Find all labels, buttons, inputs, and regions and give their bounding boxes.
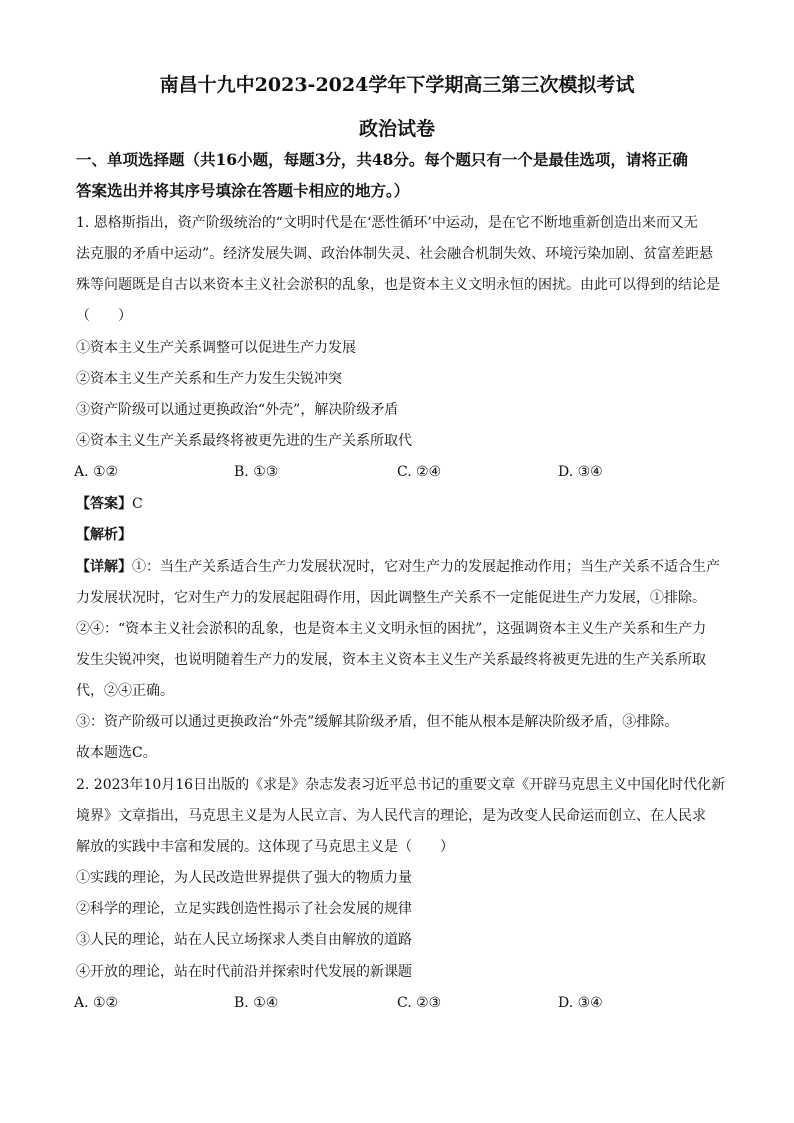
q1-stem-line-3: 殊等问题既是自古以来资本主义社会淤积的乱象，也是资本主义文明永恒的困扰。由此可以得到的结论是 — [76, 277, 720, 293]
q1-stem-line-2: 法克服的矛盾中运动”。经济发展失调、政治体制失灵、社会融合机制失效、环境污染加剧、贫富差距悬 — [76, 246, 714, 262]
detail-text: ①：当生产关系适合生产力发展状况时，它对生产力的发展起推动作用；当生产关系不适合生产 — [132, 559, 720, 575]
q1-answer — [76, 494, 143, 514]
q2-option-a: A. ①② — [74, 995, 119, 1011]
q1-option-d: D. ③④ — [558, 464, 603, 480]
q1-detail-line-4: 发生尖锐冲突，也说明随着生产力的发展，资本主义资本主义生产关系最终将被更先进的生产关系所取 — [76, 652, 706, 668]
q1-detail-line-3: ②④：“资本主义社会淤积的乱象，也是资本主义文明永恒的困扰”，这强调资本主义生产关系和生产力 — [76, 621, 707, 637]
detail-label: 【详解】 — [76, 559, 132, 575]
q1-detail-line-7: 故本题选C。 — [76, 745, 157, 761]
exam-title: 南昌十九中2023-2024学年下学期高三第三次模拟考试 — [159, 74, 635, 96]
q2-option-b: B. ①④ — [234, 995, 279, 1011]
q2-stem-line-1: 2. 2023年10月16日出版的《求是》杂志发表习近平总书记的重要文章《开辟马克思主义中国化时代化新 — [76, 777, 726, 793]
q2-item-2: ②科学的理论，立足实践创造性揭示了社会发展的规律 — [76, 901, 412, 917]
exam-subtitle: 政治试卷 — [358, 118, 435, 140]
answer-value: C — [132, 496, 143, 512]
q1-stem-line-1: 1. 恩格斯指出，资产阶级统治的“文明时代是在‘恶性循环’中运动，是在它不断地重新创造出来而又无 — [76, 215, 698, 231]
q1-stem-line-4: （ ） — [76, 308, 132, 324]
q2-stem-line-3: 解放的实践中丰富和发展的。这体现了马克思主义是（ ） — [76, 839, 454, 855]
q2-item-3: ③人民的理论，站在人民立场探求人类自由解放的道路 — [76, 932, 412, 948]
q1-option-a: A. ①② — [74, 464, 119, 480]
q1-item-2: ②资本主义生产关系和生产力发生尖锐冲突 — [76, 371, 342, 387]
q1-item-4: ④资本主义生产关系最终将被更先进的生产关系所取代 — [76, 433, 412, 449]
answer-label: 【答案】 — [76, 496, 132, 512]
q1-detail-line-2: 力发展状况时，它对生产力的发展起阻碍作用，因此调整生产关系不一定能促进生产力发展，①排除。 — [76, 590, 706, 606]
q1-option-c: C. ②④ — [397, 464, 442, 480]
q2-option-d: D. ③④ — [558, 995, 603, 1011]
q1-option-b: B. ①③ — [234, 464, 279, 480]
section-heading-line-2: 答案选出并将其序号填涂在答题卡相应的地方。） — [76, 181, 410, 200]
q2-option-c: C. ②③ — [397, 995, 442, 1011]
section-heading-line-1: 一、单项选择题（共16小题，每题3分，共48分。每个题只有一个是最佳选项，请将正确 — [76, 150, 688, 169]
q2-stem-line-2: 境界》文章指出，马克思主义是为人民立言、为人民代言的理论，是为改变人民命运而创立、在人民求 — [76, 808, 706, 824]
q1-detail-line-6: ③：资产阶级可以通过更换政治“外壳”缓解其阶级矛盾，但不能从根本是解决阶级矛盾，③排除。 — [76, 714, 679, 730]
q1-detail-line-5: 代，②④正确。 — [76, 683, 174, 699]
q2-item-1: ①实践的理论，为人民改造世界提供了强大的物质力量 — [76, 870, 412, 886]
q1-item-3: ③资产阶级可以通过更换政治“外壳”，解决阶级矛盾 — [76, 402, 399, 418]
q1-detail-line-1 — [76, 557, 720, 577]
q1-analysis-label: 【解析】 — [76, 527, 132, 543]
q1-item-1: ①资本主义生产关系调整可以促进生产力发展 — [76, 340, 356, 356]
q2-item-4: ④开放的理论，站在时代前沿并探索时代发展的新课题 — [76, 964, 412, 980]
